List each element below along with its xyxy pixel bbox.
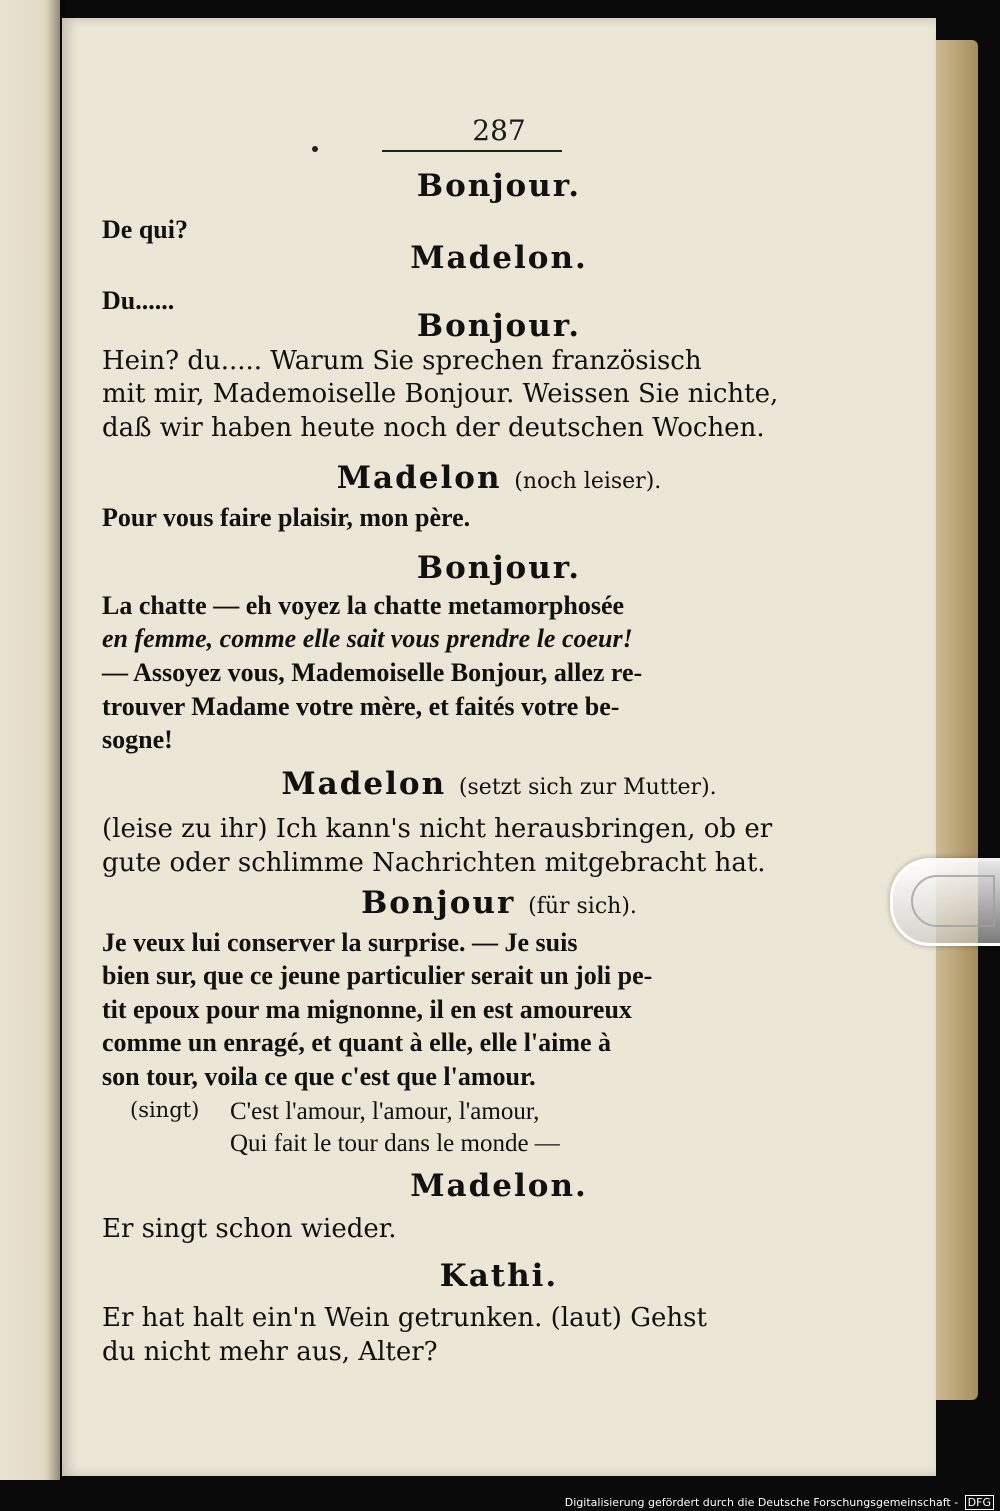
dfg-logo: DFG xyxy=(965,1495,994,1510)
stage-direction: (für sich). xyxy=(528,894,637,919)
speaker-name: Madelon. xyxy=(410,240,588,276)
speaker-heading xyxy=(62,766,936,802)
dialogue-line: Pour vous faire plaisir, mon père. xyxy=(102,503,471,532)
dialogue-line: trouver Madame votre mère, et faités votre be- xyxy=(102,692,620,721)
footer-text: Digitalisierung gefördert durch die Deutsche Forschungsgemeinschaft - xyxy=(564,1496,959,1509)
dialogue-line: du nicht mehr aus, Alter? xyxy=(102,1337,438,1367)
header-rule xyxy=(382,150,562,152)
song-line: C'est l'amour, l'amour, l'amour, xyxy=(230,1098,540,1125)
stage-direction: (setzt sich zur Mutter). xyxy=(458,775,717,800)
speaker-name: Madelon xyxy=(336,460,502,496)
speaker-heading xyxy=(62,885,936,921)
dialogue-line: daß wir haben heute noch der deutschen Wochen. xyxy=(102,413,765,443)
page-stack-edge xyxy=(930,40,978,1400)
book-page xyxy=(62,18,936,1476)
paper-clip xyxy=(890,858,1000,946)
stage-direction: (noch leiser). xyxy=(514,469,662,494)
dialogue-line: sogne! xyxy=(102,725,173,754)
ornament-dot xyxy=(312,146,318,152)
dialogue-line: mit mir, Mademoiselle Bonjour. Weissen Sie nichte, xyxy=(102,379,779,409)
dialogue-line: son tour, voila ce que c'est que l'amour. xyxy=(102,1062,536,1091)
dialogue-line: De qui? xyxy=(102,215,188,244)
dialogue-line: Je veux lui conserver la surprise. — Je suis xyxy=(102,928,578,957)
song-line: Qui fait le tour dans le monde — xyxy=(230,1130,560,1157)
dialogue-line: bien sur, que ce jeune particulier serait un joli pe- xyxy=(102,961,653,990)
speaker-name: Bonjour. xyxy=(416,550,582,586)
stage-direction: (singt) xyxy=(130,1098,200,1122)
dialogue-line: Er hat halt ein'n Wein getrunken. (laut) Gehst xyxy=(102,1303,707,1333)
dialogue-line: Hein? du..... Warum Sie sprechen französisch xyxy=(102,346,702,376)
paper-clip-loop xyxy=(911,875,995,927)
speaker-name: Bonjour. xyxy=(416,168,582,204)
speaker-name: Kathi. xyxy=(439,1258,559,1294)
speaker-heading xyxy=(62,460,936,496)
dialogue-line: tit epoux pour ma mignonne, il en est amoureux xyxy=(102,995,632,1024)
speaker-name: Madelon xyxy=(281,766,447,802)
dialogue-line: (leise zu ihr) Ich kann's nicht herausbringen, ob er xyxy=(102,814,773,844)
dialogue-line: comme un enragé, et quant à elle, elle l'aime à xyxy=(102,1028,612,1057)
dialogue-line: en femme, comme elle sait vous prendre le coeur! xyxy=(102,624,633,653)
dialogue-line: Du...... xyxy=(102,286,175,315)
speaker-name: Bonjour. xyxy=(416,308,582,344)
dialogue-line: gute oder schlimme Nachrichten mitgebracht hat. xyxy=(102,848,766,878)
speaker-name: Madelon. xyxy=(410,1168,588,1204)
dialogue-line: — Assoyez vous, Mademoiselle Bonjour, allez re- xyxy=(102,658,643,687)
dialogue-line: Er singt schon wieder. xyxy=(102,1214,397,1244)
speaker-name: Bonjour xyxy=(361,885,516,921)
digitization-footer xyxy=(565,1496,994,1509)
page-number: 287 xyxy=(472,114,526,147)
dialogue-line: La chatte — eh voyez la chatte metamorphosée xyxy=(102,591,625,620)
